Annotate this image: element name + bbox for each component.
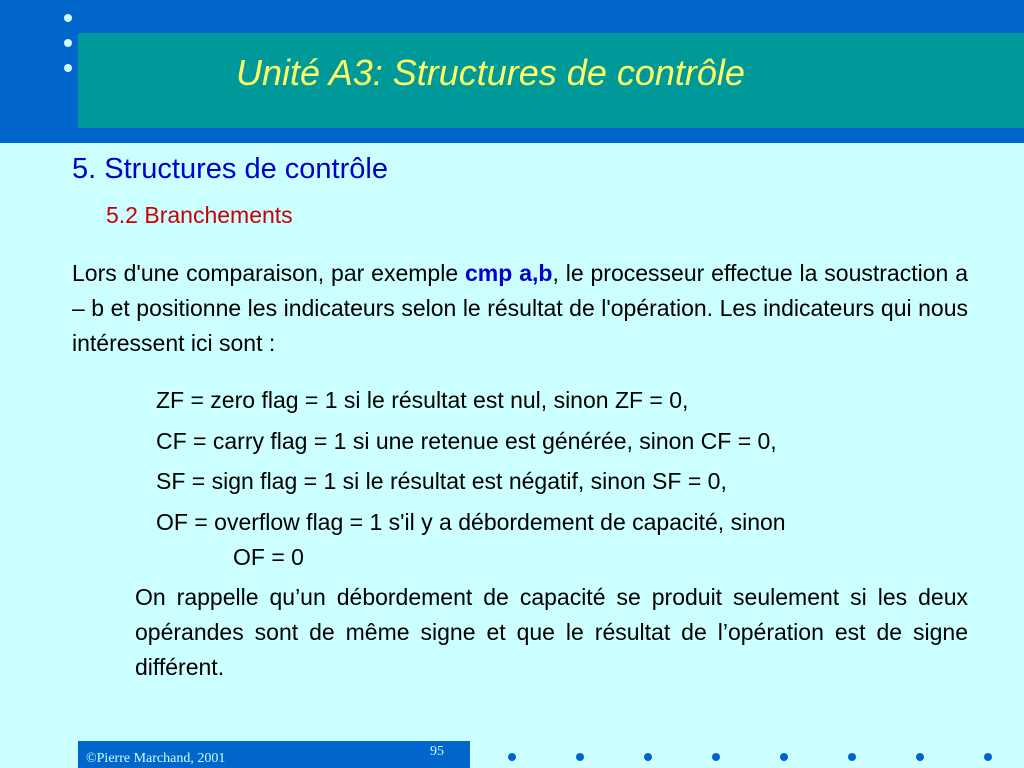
header-dot (64, 64, 72, 72)
of-flag-continuation: OF = 0 (233, 544, 304, 570)
header-dot (64, 14, 72, 22)
footer-dot (984, 753, 992, 761)
footer-dot (780, 753, 788, 761)
footer-dot (644, 753, 652, 761)
intro-text-before: Lors d'une comparaison, par exemple (72, 260, 466, 286)
intro-text-after: , le processeur effectue la soustraction a – b et positionne les indicateurs selon le résultat de l'opération. Les indicateurs qui nous intéressent ici sont : (72, 260, 968, 356)
overflow-note: On rappelle qu’un débordement de capacité se produit seulement si les deux opérandes sont de même signe et que le résultat de l’opération est de signe différent. (135, 584, 968, 680)
copyright-text: ©Pierre Marchand, 2001 (86, 751, 226, 766)
section-heading: 5. Structures de contrôle (72, 153, 388, 185)
page-number: 95 (430, 744, 444, 759)
header-dot (64, 39, 72, 47)
intro-paragraph (72, 256, 968, 361)
cf-flag-line: CF = carry flag = 1 si une retenue est générée, sinon CF = 0, (156, 428, 777, 454)
cmp-keyword: cmp a,b (465, 260, 553, 286)
footer-dot (916, 753, 924, 761)
subsection-heading: 5.2 Branchements (106, 202, 293, 228)
footer-dot (508, 753, 516, 761)
slide-title: Unité A3: Structures de contrôle (236, 52, 745, 93)
footer-dot (712, 753, 720, 761)
zf-flag-line: ZF = zero flag = 1 si le résultat est nul, sinon ZF = 0, (156, 387, 689, 413)
sf-flag-line: SF = sign flag = 1 si le résultat est négatif, sinon SF = 0, (156, 468, 727, 494)
of-flag-line: OF = overflow flag = 1 s'il y a débordement de capacité, sinon (156, 509, 786, 535)
footer-dot (576, 753, 584, 761)
footer-dot (848, 753, 856, 761)
